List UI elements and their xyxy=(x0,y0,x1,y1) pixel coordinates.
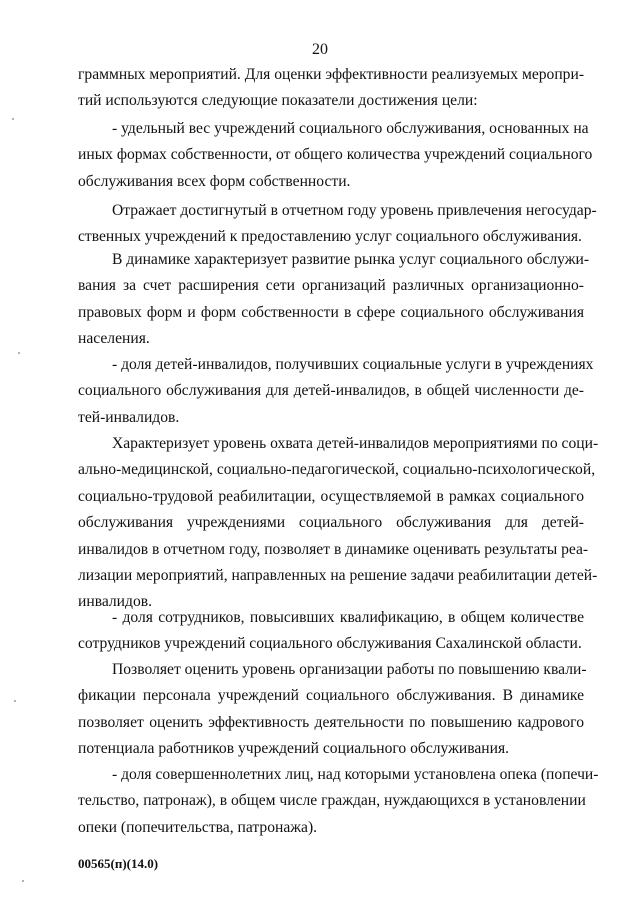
paragraph-line: Характеризует уровень охвата детей-инвалидов мероприятиями по соци- xyxy=(112,435,599,452)
paragraph-line: - удельный вес учреждений социального обслуживания, основанных на xyxy=(112,120,589,137)
paragraph xyxy=(78,431,599,616)
paragraph-line: фикации персонала учреждений социального обслуживания. В динамике xyxy=(78,687,584,705)
paragraph-line: сотрудников учреждений социального обслуживания Сахалинской области. xyxy=(78,635,582,653)
paragraph xyxy=(78,762,599,841)
paragraph-line: социально-трудовой реабилитации, осуществляемой в рамках социального xyxy=(78,487,584,505)
scan-speck xyxy=(22,880,24,882)
page-number: 20 xyxy=(312,41,328,58)
paragraph xyxy=(78,657,587,763)
paragraph-line: тей-инвалидов. xyxy=(78,408,180,426)
paragraph-line: опеки (попечительства, патронажа). xyxy=(78,818,318,836)
paragraph-line: обслуживания учреждениями социального обслуживания для детей- xyxy=(78,514,584,532)
paragraph-line: правовых форм и форм собственности в сфере социального обслуживания xyxy=(78,303,584,321)
paragraph-line: Отражает достигнутый в отчетном году уровень привлечения негосудар- xyxy=(112,202,597,219)
scan-speck xyxy=(18,352,20,354)
scan-speck xyxy=(14,700,16,702)
paragraph-line: позволяет оценить эффективность деятельности по повышению кадрового xyxy=(78,713,584,731)
footer-code: 00565(п)(14.0) xyxy=(78,856,159,871)
paragraph-line: населения. xyxy=(78,330,150,348)
paragraph-line: - доля сотрудников, повысивших квалификацию, в общем количестве xyxy=(112,609,584,626)
paragraph-line: лизации мероприятий, направленных на решение задачи реабилитации детей- xyxy=(78,566,598,584)
paragraph-line: потенциала работников учреждений социального обслуживания. xyxy=(78,740,510,758)
paragraph-line: граммных мероприятий. Для оценки эффективности реализуемых меропри- xyxy=(78,66,585,83)
paragraph xyxy=(78,605,584,658)
paragraph-line: инвалидов. xyxy=(78,593,153,611)
paragraph xyxy=(78,247,590,353)
paragraph-line: ственных учреждений к предоставлению услуг социального обслуживания. xyxy=(78,228,582,246)
paragraph xyxy=(78,198,597,251)
paragraph xyxy=(78,352,594,431)
scan-speck xyxy=(12,118,14,120)
paragraph xyxy=(78,62,584,115)
paragraph-line: - доля детей-инвалидов, получивших социальные услуги в учреждениях xyxy=(112,356,594,373)
paragraph-line: инвалидов в отчетном году, позволяет в динамике оценивать результаты реа- xyxy=(78,540,589,558)
paragraph-line: вания за счет расширения сети организаций различных организационно- xyxy=(78,277,584,295)
paragraph xyxy=(78,116,593,195)
paragraph-line: В динамике характеризует развитие рынка услуг социального обслужи- xyxy=(112,251,590,268)
paragraph-line: ально-медицинской, социально-педагогической, социально-психологической, xyxy=(78,461,596,479)
paragraph-line: - доля совершеннолетних лиц, над которыми установлена опека (попечи- xyxy=(112,766,599,783)
paragraph-line: тий используются следующие показатели достижения цели: xyxy=(78,92,478,110)
paragraph-line: иных формах собственности, от общего количества учреждений социального xyxy=(78,146,593,164)
paragraph-line: Позволяет оценить уровень организации работы по повышению квали- xyxy=(112,661,587,678)
paragraph-line: социального обслуживания для детей-инвалидов, в общей численности де- xyxy=(78,382,584,400)
paragraph-line: тельство, патронаж), в общем числе граждан, нуждающихся в установлении xyxy=(78,792,586,810)
paragraph-line: обслуживания всех форм собственности. xyxy=(78,172,351,190)
